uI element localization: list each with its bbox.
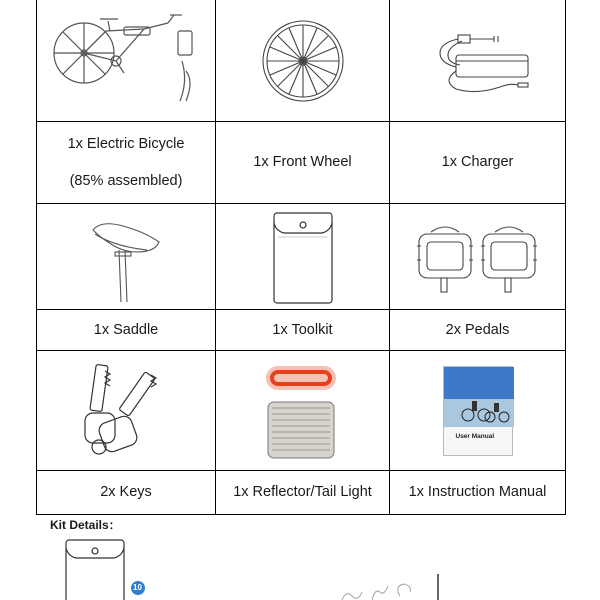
manual-cover-text: User Manual [455,432,495,440]
keys-label: 2x Keys [100,484,152,501]
kit-toolkit-bag-icon [66,540,124,600]
reflector-tail-light-image [216,351,389,470]
charger-icon [418,21,538,101]
toolkit-image [216,204,389,309]
keys-image [37,351,215,470]
callout-number: 10 [133,583,142,592]
keys-icon [71,361,181,461]
charger-image [390,0,565,121]
pedals-icon [413,212,543,302]
electric-bicycle-label-line1: 1x Electric Bicycle [67,136,185,152]
instruction-manual-icon [443,366,513,456]
manual-cover-photo [444,367,514,427]
front-wheel-icon [253,11,353,111]
front-wheel-label: 1x Front Wheel [253,154,352,171]
electric-bicycle-icon [46,11,206,111]
pedals-label: 2x Pedals [445,321,510,338]
instruction-manual-label: 1x Instruction Manual [408,484,547,501]
kit-details-illustration [60,536,460,600]
saddle-image [37,204,215,309]
front-wheel-image [216,0,389,121]
reflector-tail-light-icon [258,356,348,466]
saddle-icon [81,212,171,302]
kit-details-title: Kit Details： [50,518,121,532]
saddle-label: 1x Saddle [93,321,159,338]
instruction-manual-image [390,351,565,470]
pedals-image [390,204,565,309]
electric-bicycle-label [37,122,215,203]
electric-bicycle-label-line2: (85% assembled) [69,172,183,189]
toolkit-icon [268,207,338,307]
kit-part-sketch-icon [342,574,438,600]
packing-list-table [36,0,566,515]
electric-bicycle-image [37,0,215,121]
toolkit-label: 1x Toolkit [272,321,333,338]
charger-label: 1x Charger [441,154,514,171]
reflector-tail-light-label: 1x Reflector/Tail Light [233,484,372,501]
